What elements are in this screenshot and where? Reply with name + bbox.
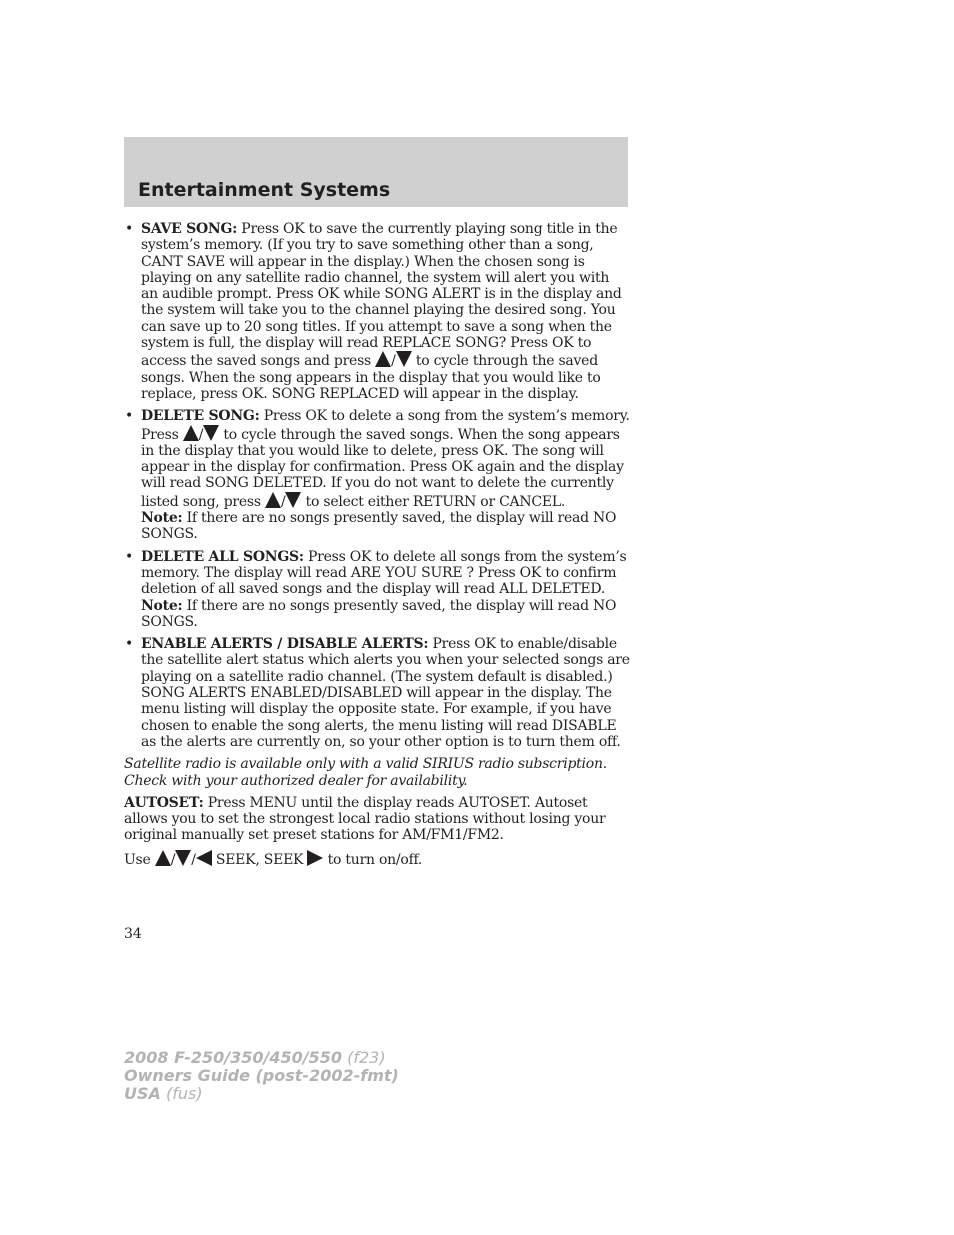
- footer-market-code: (fus): [166, 1084, 203, 1103]
- delete-all-text: Press OK to delete all songs from the system’s memory. The display will read ARE YOU SURE ? Press OK to confirm deletion of all saved songs and the display will read ALL DELETED.: [141, 548, 627, 598]
- down-arrow-icon: [175, 850, 191, 866]
- document-footer: [124, 1049, 399, 1103]
- footer-model-code: (f23): [347, 1048, 386, 1067]
- autoset-paragraph: [124, 795, 630, 844]
- delete-song-text-1: Press OK to delete a song from the system’s memory. Press: [141, 408, 630, 443]
- seek-instruction: Use / / SEEK, SEEK to turn on/off.: [124, 851, 423, 868]
- up-arrow-icon: [183, 425, 199, 441]
- list-item-alerts: [124, 636, 630, 750]
- footer-guide-line: [124, 1067, 399, 1085]
- delete-song-term: DELETE SONG:: [141, 408, 260, 425]
- save-song-term: SAVE SONG:: [141, 221, 238, 237]
- up-arrow-icon: [375, 351, 391, 367]
- bullet-symbol: •: [125, 636, 134, 653]
- save-song-text-1: Press OK to save the currently playing song title in the system’s memory. (If you try to save something other than a song, CANT SAVE will appear in the display.) When the chosen song is playing on any satellite radio channel, the system will alert you with an audible prompt. Press OK while SONG ALERT is in the display and the system will take you to the channel playing the desired song. You can save up to 20 song titles. If you attempt to save a song when the system is full, the display will read REPLACE SONG? Press OK to access the saved songs and press: [141, 221, 622, 370]
- section-header: [124, 137, 628, 207]
- delete-song-note: [141, 510, 630, 543]
- list-item-delete-song: • DELETE SONG: Press OK to delete a song from the system’s memory. Press / to cycle through the saved songs. When the song appears in the display that you would like to delete, press OK. The song will appear in the display for confirmation. Press OK again and the display will read SONG DELETED. If you do not want to delete the currently listed song, press / to select either RETURN or CANCEL. Note: If there are no songs presently saved, the display will read NO SONGS.: [125, 408, 630, 543]
- footer-model-line: [124, 1049, 399, 1067]
- bullet-symbol: •: [125, 548, 134, 565]
- page-number: 34: [124, 926, 142, 942]
- footer-model: 2008 F-250/350/450/550: [124, 1048, 342, 1067]
- alerts-term: ENABLE ALERTS / DISABLE ALERTS:: [141, 636, 429, 653]
- alerts-text: Press OK to enable/disable the satellite alert status which alerts you when your selected songs are playing on a satellite radio channel. (The system default is disabled.) SONG ALERTS ENABLED/DISABLED will appear in the display. The menu listing will display the opposite state. For example, if you have chosen to enable the song alerts, the menu listing will read DISABLE as the alerts are currently on, so your other option is to turn them off.: [141, 636, 630, 750]
- left-arrow-icon: [196, 850, 212, 866]
- use-suffix: to turn on/off.: [327, 851, 423, 868]
- delete-song-text-3: to select either RETURN or CANCEL.: [305, 493, 566, 510]
- use-prefix: Use: [124, 851, 151, 868]
- down-arrow-icon: [396, 351, 412, 367]
- feature-list: [124, 221, 630, 750]
- list-item-delete-all-songs: [124, 549, 630, 630]
- up-arrow-icon: [265, 492, 281, 508]
- note-text: If there are no songs presently saved, the display will read NO SONGS.: [141, 597, 617, 630]
- note-label: Note:: [141, 597, 183, 614]
- bullet-symbol: •: [125, 408, 134, 425]
- list-item-save-song: • SAVE SONG: Press OK to save the currently playing song title in the system’s memory. (If you try to save something other than a song, CANT SAVE will appear in the display.) When the chosen song is playing on any satellite radio channel, the system will alert you with an audible prompt. Press OK while SONG ALERT is in the display and the system will take you to the channel playing the desired song. You can save up to 20 song titles. If you attempt to save a song when the system is full, the display will read REPLACE SONG? Press OK to access the saved songs and press / to cycle through the saved songs. When the song appears in the display that you would like to replace, press OK. SONG REPLACED will appear in the display.: [125, 221, 622, 402]
- bullet-symbol: •: [125, 221, 134, 237]
- footer-market: USA: [124, 1084, 161, 1103]
- delete-all-term: DELETE ALL SONGS:: [141, 548, 304, 565]
- footer-market-line: [124, 1085, 399, 1103]
- footer-guide: Owners Guide (post-2002-fmt): [124, 1066, 399, 1085]
- delete-song-text-2: to cycle through the saved songs. When the song appears in the display that you would like to delete, press OK. The song will appear in the display for confirmation. Press OK again and the display will read SONG DELETED. If you do not want to delete the currently listed song, press: [141, 426, 624, 510]
- save-song-text-2: to cycle through the saved songs. When the song appears in the display that you would like to replace, press OK. SONG REPLACED will appear in the display.: [141, 353, 601, 402]
- delete-all-note: [141, 598, 630, 631]
- satellite-availability-note: Satellite radio is available only with a valid SIRIUS radio subscription. Check with your authorized dealer for availability.: [124, 756, 607, 789]
- seek-text: SEEK, SEEK: [215, 851, 304, 868]
- section-title: Entertainment Systems: [138, 179, 391, 201]
- autoset-term: AUTOSET:: [124, 794, 204, 811]
- right-arrow-icon: [307, 850, 323, 866]
- down-arrow-icon: [203, 425, 219, 441]
- up-arrow-icon: [155, 850, 171, 866]
- down-arrow-icon: [285, 492, 301, 508]
- page-content: [124, 221, 630, 868]
- note-text: If there are no songs presently saved, the display will read NO SONGS.: [141, 510, 617, 543]
- autoset-text: Press MENU until the display reads AUTOSET. Autoset allows you to set the strongest local radio stations without losing your original manually set preset stations for AM/FM1/FM2.: [124, 794, 606, 844]
- note-label: Note:: [141, 510, 183, 527]
